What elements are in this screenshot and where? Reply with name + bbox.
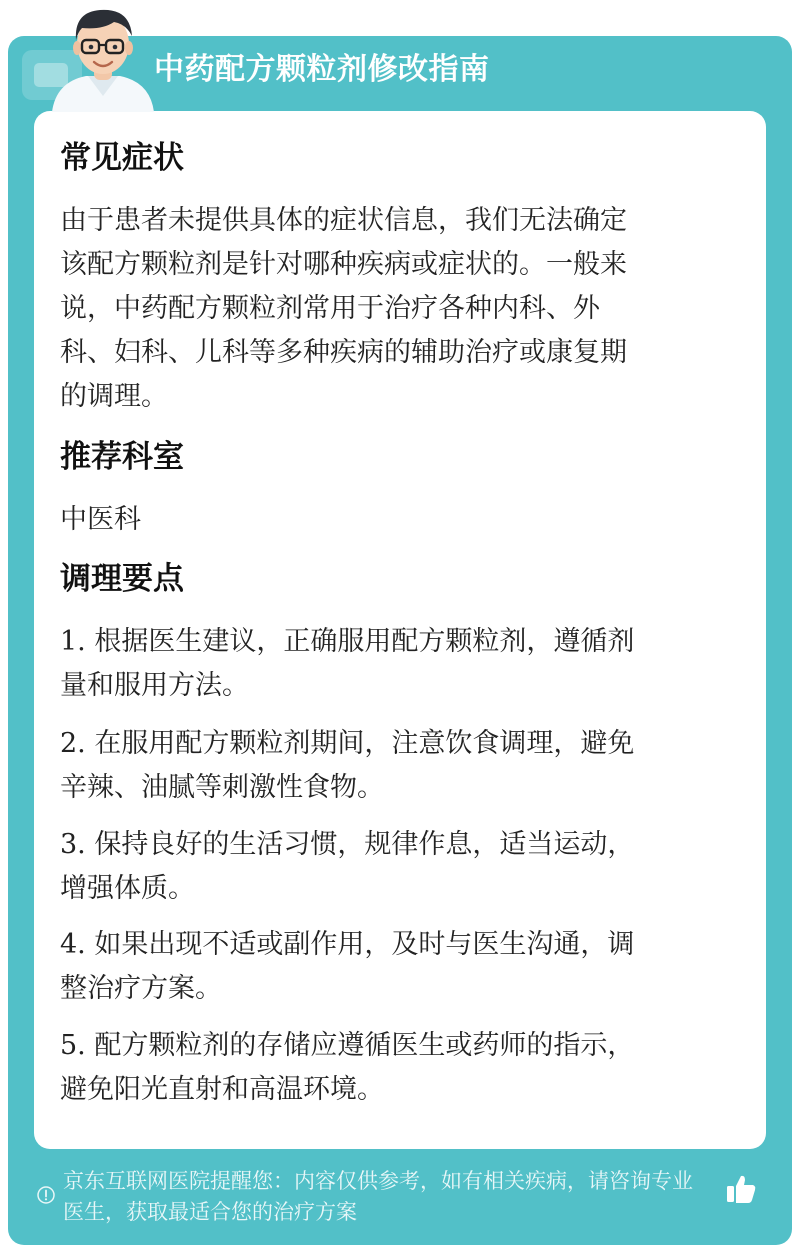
disclaimer-text	[63, 1166, 728, 1228]
list-item-text: 增强体质。	[60, 873, 195, 904]
list-item	[60, 923, 728, 1011]
department-body: 中医科	[60, 504, 141, 535]
symptoms-line: 的调理。	[60, 381, 168, 412]
section-title-symptoms: 常见症状	[60, 140, 184, 176]
symptoms-line: 科、妇科、儿科等多种疾病的辅助治疗或康复期	[60, 337, 627, 368]
info-circle-icon	[37, 1186, 55, 1204]
content-card	[34, 111, 766, 1149]
doctor-avatar-icon	[48, 0, 158, 112]
list-item-number: 4.	[60, 929, 86, 960]
list-item-text: 配方颗粒剂的存储应遵循医生或药师的指示，	[94, 1030, 635, 1061]
list-item	[60, 722, 728, 810]
list-item-text: 避免阳光直射和高温环境。	[60, 1074, 384, 1105]
list-item-text: 如果出现不适或副作用，及时与医生沟通，调	[94, 929, 635, 960]
list-item-text: 整治疗方案。	[60, 973, 222, 1004]
symptoms-body	[60, 199, 728, 419]
disclaimer-footer	[0, 1160, 800, 1253]
symptoms-line: 由于患者未提供具体的症状信息，我们无法确定	[60, 205, 627, 236]
list-item	[60, 1024, 728, 1112]
thumbs-up-icon[interactable]	[724, 1172, 758, 1206]
page-title: 中药配方颗粒剂修改指南	[154, 52, 490, 87]
disclaimer-line: 京东互联网医院提醒您：内容仅供参考，如有相关疾病，请咨询专业	[63, 1169, 693, 1193]
list-item-text: 保持良好的生活习惯，规律作息，适当运动，	[94, 829, 635, 860]
section-title-department: 推荐科室	[60, 439, 184, 475]
list-item	[60, 823, 728, 911]
list-item-text: 根据医生建议，正确服用配方颗粒剂，遵循剂	[94, 626, 635, 657]
symptoms-line: 说，中药配方颗粒剂常用于治疗各种内科、外	[60, 293, 600, 324]
disclaimer-line: 医生，获取最适合您的治疗方案	[63, 1200, 357, 1224]
section-title-care: 调理要点	[60, 561, 184, 597]
list-item-number: 3.	[60, 829, 86, 860]
list-item-text: 辛辣、油腻等刺激性食物。	[60, 772, 384, 803]
list-item-text: 量和服用方法。	[60, 670, 249, 701]
symptoms-line: 该配方颗粒剂是针对哪种疾病或症状的。一般来	[60, 249, 627, 280]
list-item	[60, 620, 728, 708]
list-item-number: 5.	[60, 1030, 86, 1061]
list-item-number: 1.	[60, 626, 86, 657]
list-item-number: 2.	[60, 728, 86, 759]
list-item-text: 在服用配方颗粒剂期间，注意饮食调理，避免	[94, 728, 635, 759]
